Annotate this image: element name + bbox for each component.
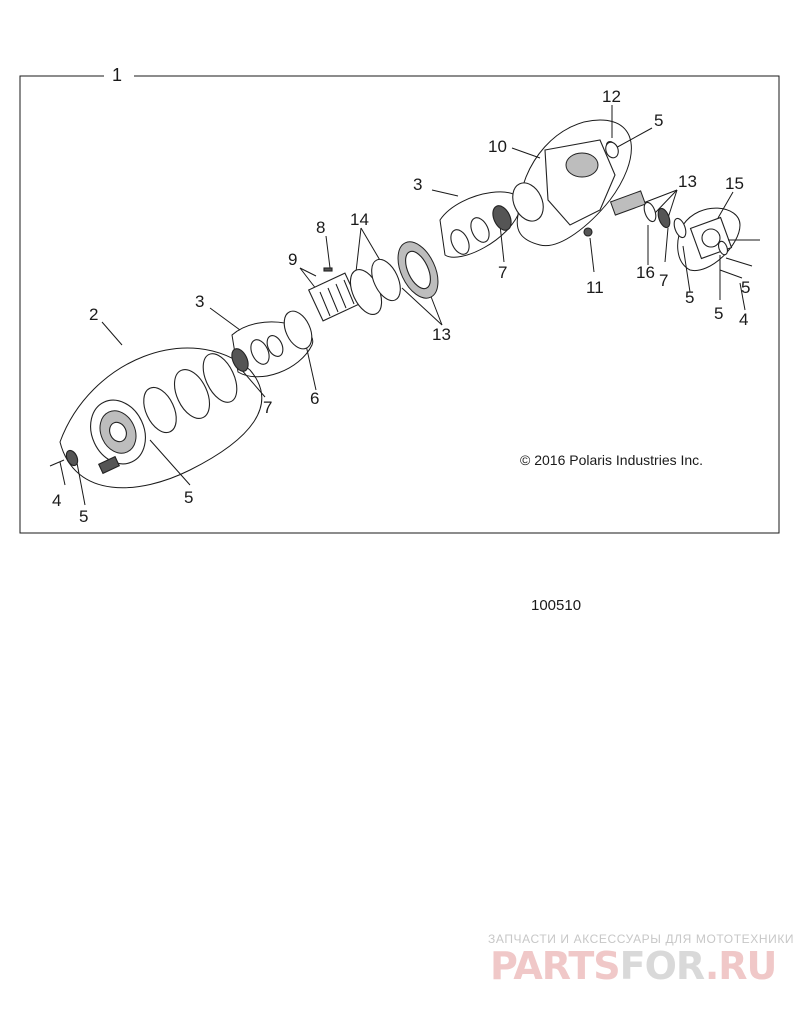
callout-4-left: 4 <box>52 491 62 510</box>
callout-5-b: 5 <box>184 488 194 507</box>
watermark-tagline: ЗАПЧАСТИ И АКСЕССУАРЫ ДЛЯ МОТОТЕХНИКИ <box>488 932 795 946</box>
watermark-logo-part1: PARTS <box>490 944 620 988</box>
callout-5-d: 5 <box>685 288 695 307</box>
copyright-notice: © 2016 Polaris Industries Inc. <box>520 452 704 468</box>
callout-13-top: 13 <box>678 172 697 191</box>
figure-id: 100510 <box>531 597 582 614</box>
output-cover-with-bolts <box>690 217 760 278</box>
assembly-number: 1 <box>112 65 123 85</box>
callout-7-mid: 7 <box>498 263 508 282</box>
armature-and-coil-ring <box>344 255 406 319</box>
callout-7-right: 7 <box>659 271 669 290</box>
callout-6: 6 <box>310 389 320 408</box>
callout-14: 14 <box>350 210 369 229</box>
callout-10: 10 <box>488 137 507 156</box>
seal-rings-left <box>50 349 244 468</box>
gearcase-housing <box>545 140 615 236</box>
callout-5-f: 5 <box>741 278 751 297</box>
callout-11: 11 <box>586 278 604 297</box>
callout-8: 8 <box>316 218 326 237</box>
callout-9: 9 <box>288 250 298 269</box>
callout-4-right: 4 <box>739 310 749 329</box>
leader-lines <box>60 105 745 505</box>
grouping-outlines <box>60 120 740 488</box>
bearing-and-shaft-left <box>229 307 318 374</box>
callout-7-left: 7 <box>263 398 273 417</box>
callout-13-bottom: 13 <box>432 325 451 344</box>
callout-5-c: 5 <box>654 111 664 130</box>
watermark-logo-part2: FOR <box>619 944 705 988</box>
watermark-logo <box>490 944 776 988</box>
bearing-and-shaft-right <box>447 178 549 257</box>
callout-15: 15 <box>725 174 744 193</box>
callout-5-e: 5 <box>714 304 724 323</box>
callout-16: 16 <box>636 263 655 282</box>
callout-3-right: 3 <box>413 175 423 194</box>
callout-3-left: 3 <box>195 292 205 311</box>
callout-5-a: 5 <box>79 507 89 526</box>
callout-12: 12 <box>602 87 621 106</box>
pinion-and-output-parts <box>604 140 688 239</box>
watermark-logo-part3: .RU <box>704 944 777 988</box>
callout-2: 2 <box>89 305 99 324</box>
